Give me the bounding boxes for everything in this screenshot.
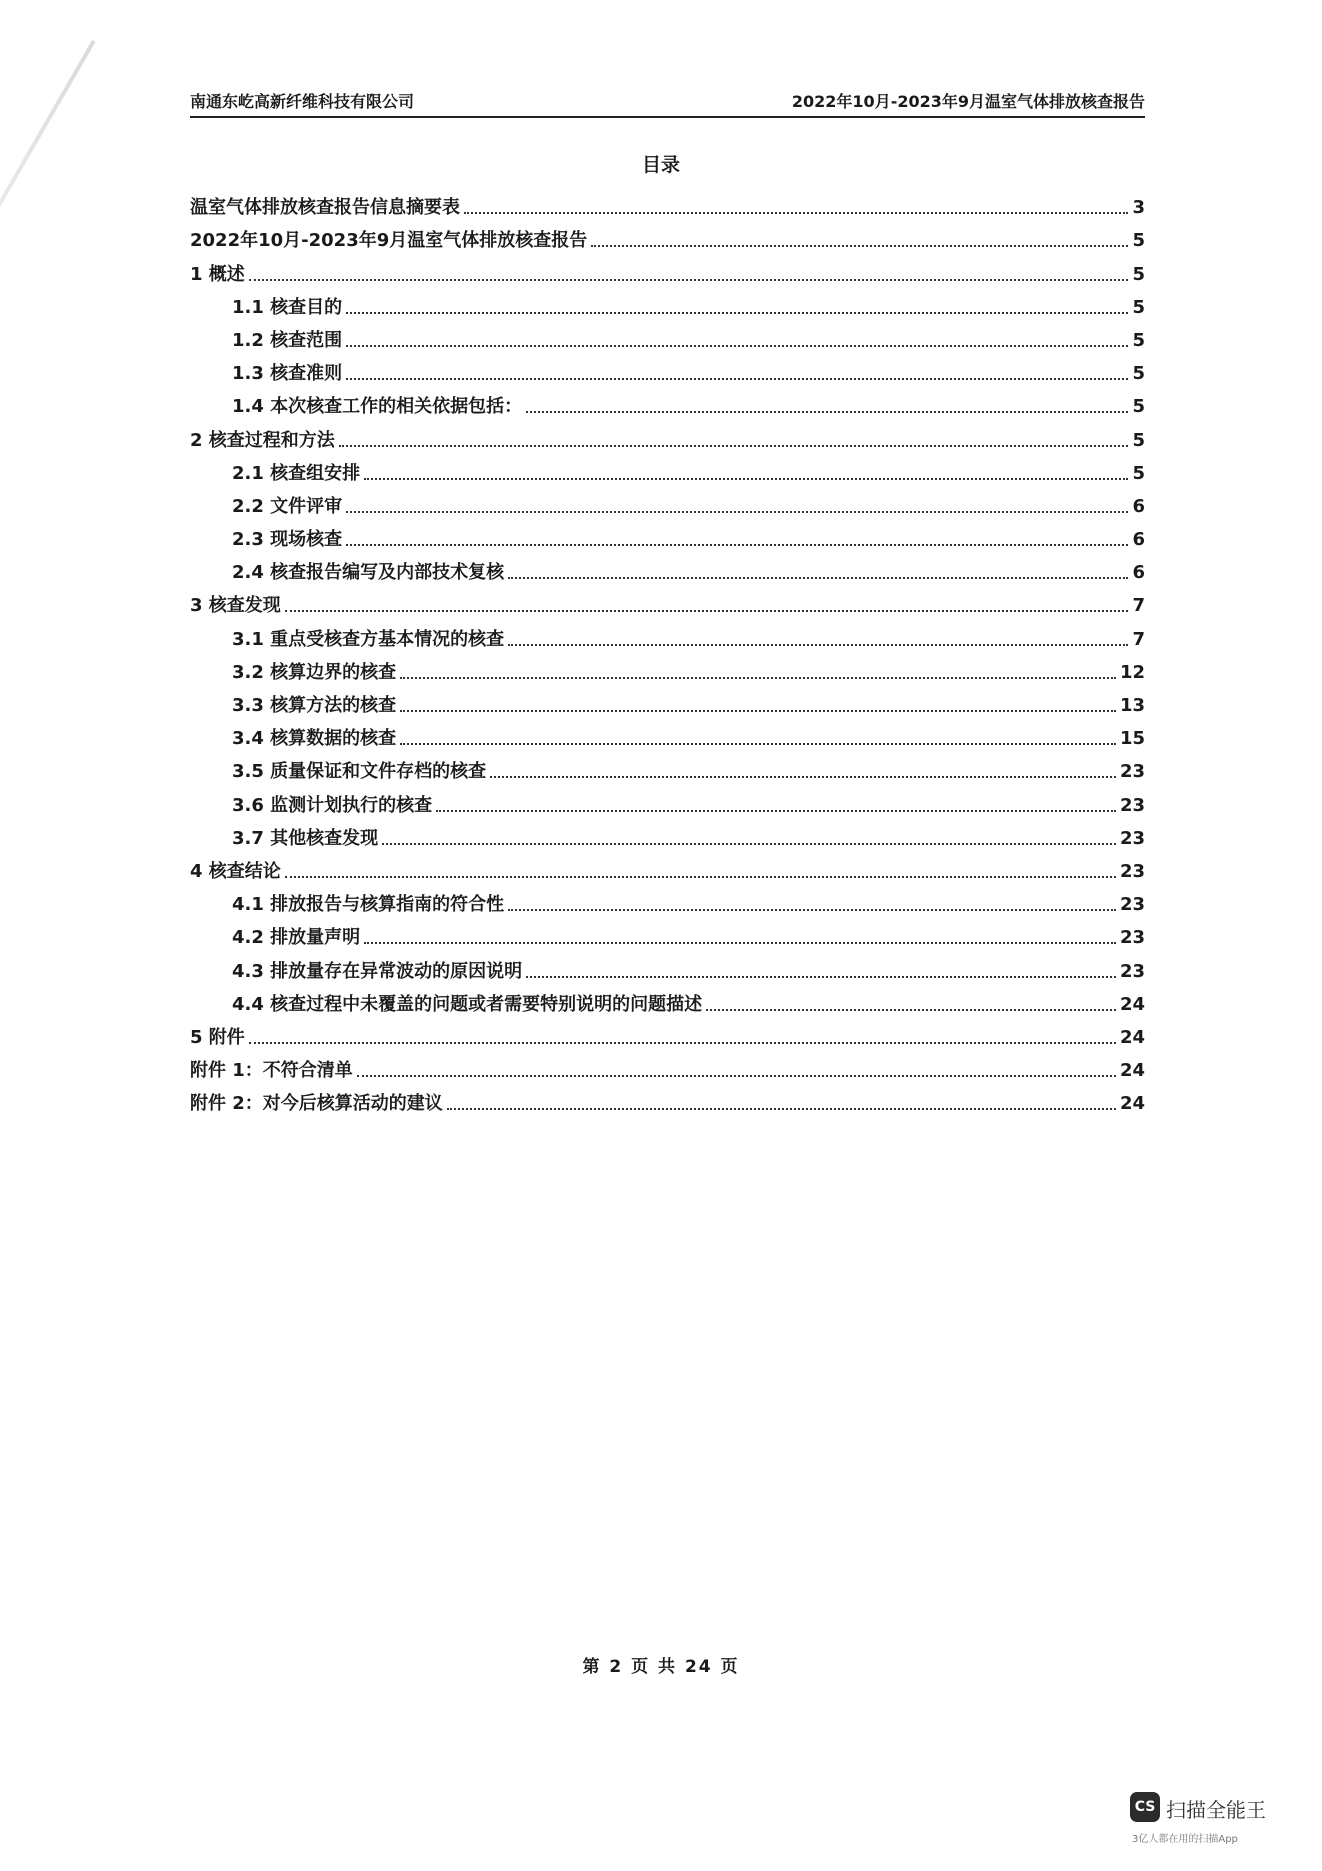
toc-entry[interactable] [190, 582, 1145, 615]
toc-entry-text: 2.2 文件评审 [232, 495, 343, 517]
toc-dot-leader [508, 576, 1128, 579]
toc-entry-text: 1.1 核查目的 [232, 296, 343, 318]
toc-entry-text: 3.3 核算方法的核查 [232, 695, 397, 716]
toc-entry-page: 23 [1119, 761, 1145, 783]
toc-entry-page: 23 [1119, 860, 1145, 882]
toc-entry-page: 24 [1119, 1026, 1145, 1048]
toc-entry[interactable] [190, 748, 1145, 781]
toc-entry-page: 6 [1132, 562, 1145, 584]
table-of-contents [190, 184, 1145, 1113]
toc-dot-leader [339, 444, 1129, 447]
toc-dot-leader [346, 377, 1128, 380]
toc-entry-text: 3.7 其他核查发现 [232, 827, 379, 849]
watermark-app-name: 扫描全能王 [1166, 1798, 1266, 1822]
toc-entry-text: 3.5 质量保证和文件存档的核查 [232, 761, 487, 783]
toc-entry-text: 附件 1：不符合清单 [190, 1060, 353, 1082]
toc-entry-text: 1.2 核查范围 [232, 329, 343, 351]
toc-entry-page: 24 [1119, 1060, 1145, 1082]
toc-entry[interactable] [190, 881, 1145, 914]
toc-entry-text: 1 概述 [190, 263, 245, 285]
toc-entry-page: 23 [1119, 894, 1145, 916]
toc-entry[interactable] [190, 483, 1145, 516]
toc-entry[interactable] [190, 1014, 1145, 1047]
toc-entry-text: 4.3 排放量存在异常波动的原因说明 [232, 960, 523, 982]
toc-dot-leader [364, 477, 1128, 480]
header-company: 南通东屹高新纤维科技有限公司 [190, 92, 415, 111]
toc-entry-text: 2.1 核查组安排 [232, 462, 361, 484]
toc-dot-leader [285, 609, 1129, 612]
toc-dot-leader [526, 410, 1128, 413]
toc-entry[interactable] [190, 947, 1145, 980]
toc-entry-page: 5 [1132, 263, 1145, 285]
toc-entry[interactable] [190, 1080, 1145, 1113]
toc-entry-page: 5 [1132, 396, 1145, 418]
toc-dot-leader [249, 278, 1129, 281]
toc-entry-page: 6 [1132, 495, 1145, 517]
toc-dot-leader [285, 875, 1116, 878]
toc-dot-leader [447, 1107, 1116, 1110]
toc-entry-text: 3.4 核算数据的核查 [232, 728, 397, 750]
toc-entry[interactable] [190, 383, 1145, 416]
toc-dot-leader [346, 311, 1128, 314]
toc-entry[interactable] [190, 549, 1145, 582]
toc-entry-text: 3.6 监测计划执行的核查 [232, 794, 433, 816]
toc-entry[interactable] [190, 350, 1145, 383]
toc-dot-leader [382, 842, 1116, 845]
toc-entry-text: 2 核查过程和方法 [190, 429, 335, 451]
toc-dot-leader [526, 975, 1116, 978]
toc-entry-text: 4 核查结论 [190, 860, 281, 882]
scanner-watermark [1130, 1790, 1310, 1850]
toc-title: 目录 [641, 154, 680, 176]
toc-entry-text: 4.1 排放报告与核算指南的符合性 [232, 894, 505, 916]
toc-entry[interactable] [190, 914, 1145, 947]
toc-dot-leader [400, 676, 1116, 679]
toc-entry[interactable] [190, 615, 1145, 648]
toc-entry-page: 5 [1132, 230, 1145, 252]
toc-entry-page: 5 [1132, 296, 1145, 318]
toc-entry-text: 2022年10月-2023年9月温室气体排放核查报告 [190, 230, 588, 252]
toc-entry[interactable] [190, 682, 1145, 715]
toc-entry-page: 5 [1132, 363, 1145, 385]
toc-dot-leader [706, 1008, 1116, 1011]
toc-dot-leader [490, 775, 1116, 778]
toc-entry[interactable] [190, 649, 1145, 682]
toc-entry-page: 23 [1119, 794, 1145, 816]
toc-entry-page: 7 [1132, 595, 1145, 617]
toc-entry-text: 3.2 核算边界的核查 [232, 661, 397, 683]
toc-entry-page: 7 [1132, 628, 1145, 650]
toc-entry[interactable] [190, 715, 1145, 748]
watermark-tagline: 3亿人都在用的扫描App [1132, 1834, 1238, 1845]
toc-entry-page: 3 [1132, 197, 1145, 219]
toc-dot-leader [508, 908, 1116, 911]
toc-entry-page: 23 [1119, 960, 1145, 982]
cs-logo-icon: CS [1130, 1792, 1160, 1822]
toc-entry[interactable] [190, 1047, 1145, 1080]
toc-entry-text: 4.2 排放量声明 [232, 927, 361, 949]
toc-entry[interactable] [190, 416, 1145, 449]
toc-dot-leader [508, 643, 1128, 646]
toc-entry[interactable] [190, 317, 1145, 350]
toc-dot-leader [400, 709, 1116, 712]
toc-dot-leader [591, 244, 1128, 247]
toc-entry-text: 温室气体排放核查报告信息摘要表 [190, 197, 460, 219]
toc-entry-page: 5 [1132, 429, 1145, 451]
toc-entry[interactable] [190, 848, 1145, 881]
toc-entry[interactable] [190, 981, 1145, 1014]
toc-entry-page: 5 [1132, 462, 1145, 484]
toc-entry[interactable] [190, 815, 1145, 848]
toc-entry-page: 24 [1119, 993, 1145, 1015]
toc-entry-text: 1.3 核查准则 [232, 363, 343, 385]
toc-dot-leader [364, 941, 1116, 944]
toc-entry[interactable] [190, 250, 1145, 283]
toc-entry-text: 附件 2：对今后核算活动的建议 [190, 1093, 443, 1115]
toc-dot-leader [346, 344, 1128, 347]
toc-entry-text: 3 核查发现 [190, 595, 281, 617]
toc-dot-leader [357, 1074, 1116, 1077]
toc-entry[interactable] [190, 516, 1145, 549]
toc-dot-leader [464, 211, 1128, 214]
toc-entry-text: 2.3 现场核查 [232, 529, 343, 551]
toc-entry-text: 3.1 重点受核查方基本情况的核查 [232, 628, 505, 650]
toc-entry-page: 6 [1132, 529, 1145, 551]
toc-entry[interactable] [190, 450, 1145, 483]
toc-dot-leader [249, 1041, 1116, 1044]
toc-entry[interactable] [190, 781, 1145, 814]
toc-entry-page: 23 [1119, 827, 1145, 849]
page-header [190, 90, 1145, 118]
toc-entry-page: 23 [1119, 927, 1145, 949]
toc-entry-page: 5 [1132, 329, 1145, 351]
toc-entry-page: 12 [1119, 661, 1145, 683]
toc-dot-leader [346, 510, 1128, 513]
toc-entry-page: 15 [1119, 728, 1145, 750]
toc-dot-leader [346, 543, 1128, 546]
toc-entry-text: 4.4 核查过程中未覆盖的问题或者需要特别说明的问题描述 [232, 993, 703, 1015]
toc-dot-leader [400, 742, 1116, 745]
toc-entry[interactable] [190, 217, 1145, 250]
toc-entry-text: 5 附件 [190, 1026, 245, 1048]
toc-entry[interactable] [190, 184, 1145, 217]
toc-entry-page: 13 [1119, 695, 1145, 716]
toc-entry-text: 2.4 核查报告编写及内部技术复核 [232, 562, 505, 584]
toc-entry[interactable] [190, 284, 1145, 317]
toc-dot-leader [436, 809, 1116, 812]
toc-entry-text: 1.4 本次核查工作的相关依据包括： [232, 396, 523, 418]
header-report-title: 2022年10月-2023年9月温室气体排放核查报告 [791, 92, 1145, 111]
page-footer: 第 2 页 共 24 页 [582, 1657, 740, 1677]
toc-entry-page: 24 [1119, 1093, 1145, 1115]
